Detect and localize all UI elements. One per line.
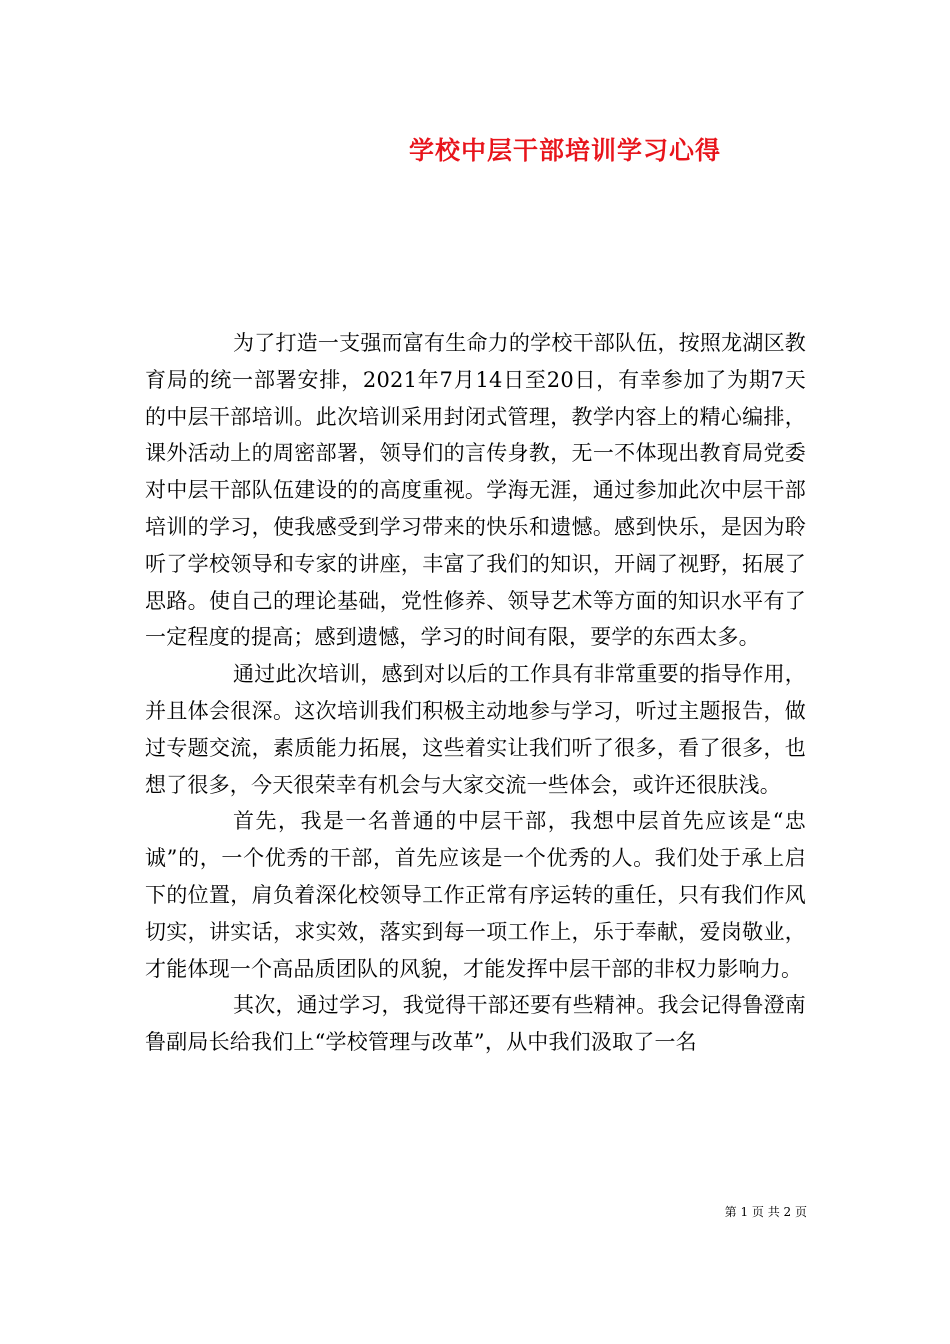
document-title: 学校中层干部培训学习心得 bbox=[408, 136, 721, 165]
paragraph-2: 通过此次培训，感到对以后的工作具有非常重要的指导作用，并且体会很深。这次培训我们积极主动地参与学习，听过主题报告，做过专题交流，素质能力拓展，这些着实让我们听了很多，看了很多，也想了很多，今天很荣幸有机会与大家交流一些体会，或许还很肤浅。 bbox=[145, 662, 806, 797]
document-body bbox=[145, 325, 806, 1061]
paragraph-3: 首先，我是一名普通的中层干部，我想中层首先应该是“忠诚”的，一个优秀的干部，首先应该是一个优秀的人。我们处于承上启下的位置，肩负着深化校领导工作正常有序运转的重任，只有我们作风切实，讲实话，求实效，落实到每一项工作上，乐于奉献，爱岗敬业，才能体现一个高品质团队的风貌，才能发挥中层干部的非权力影响力。 bbox=[145, 809, 806, 981]
paragraph-1: 为了打造一支强而富有生命力的学校干部队伍，按照龙湖区教育局的统一部署安排，2021年7月14日至20日，有幸参加了为期7天的中层干部培训。此次培训采用封闭式管理，教学内容上的精心编排，课外活动上的周密部署，领导们的言传身教，无一不体现出教育局党委对中层干部队伍建设的的高度重视。学海无涯，通过参加此次中层干部培训的学习，使我感受到学习带来的快乐和遗憾。感到快乐，是因为聆听了学校领导和专家的讲座，丰富了我们的知识，开阔了视野，拓展了思路。使自己的理论基础，党性修养、领导艺术等方面的知识水平有了一定程度的提高；感到遗憾，学习的时间有限，要学的东西太多。 bbox=[145, 331, 806, 650]
page-number-footer: 第 1 页 共 2 页 bbox=[724, 1205, 807, 1219]
paragraph-4: 其次，通过学习，我觉得干部还要有些精神。我会记得鲁澄南鲁副局长给我们上“学校管理与改革”，从中我们汲取了一名 bbox=[145, 993, 806, 1055]
